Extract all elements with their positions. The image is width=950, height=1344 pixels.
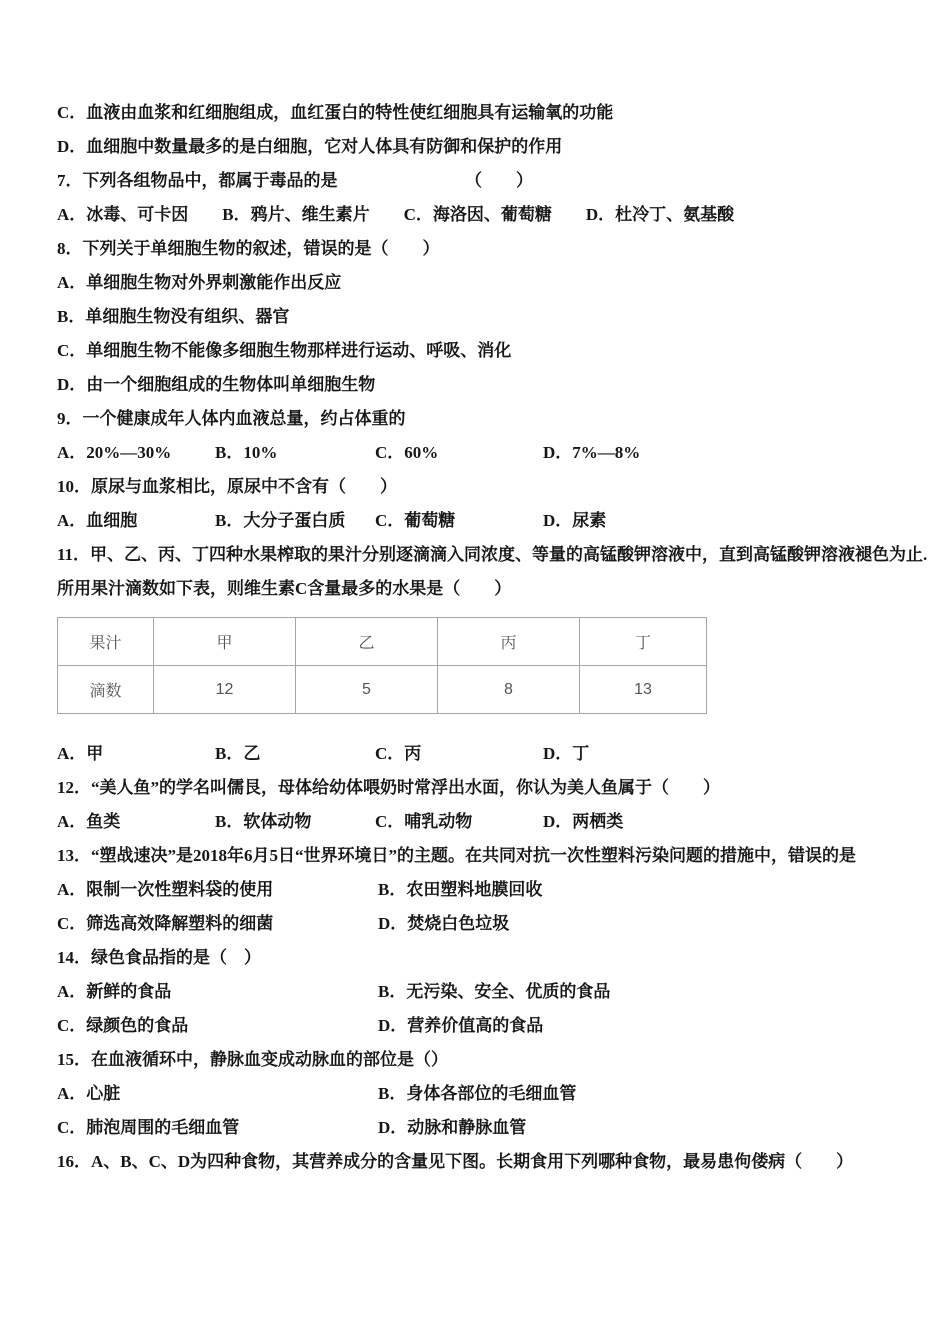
question-9-option-a: A．20%—30% xyxy=(57,443,172,462)
question-15-stem: 15．在血液循环中，静脉血变成动脉血的部位是（） xyxy=(57,1050,448,1069)
table-data-row xyxy=(58,666,707,714)
question-8-option-c: C．单细胞生物不能像多细胞生物那样进行运动、呼吸、消化 xyxy=(57,341,512,360)
question-13-option-c: C．筛选高效降解塑料的细菌 xyxy=(57,914,274,933)
question-10-option-c: C．葡萄糖 xyxy=(375,511,456,530)
question-12-option-c: C．哺乳动物 xyxy=(375,812,473,831)
question-16-stem: 16．A、B、C、D为四种食物，其营养成分的含量见下图。长期食用下列哪种食物，最易患佝偻病（ ） xyxy=(57,1152,854,1171)
question-9-option-b: B．10% xyxy=(215,443,278,462)
question-12-option-a: A．鱼类 xyxy=(57,812,121,831)
question-12-option-b: B．软体动物 xyxy=(215,812,312,831)
question-11-options xyxy=(57,737,932,771)
question-9-options xyxy=(57,436,932,470)
question-13-options-ab xyxy=(57,873,932,907)
question-14-option-a: A．新鲜的食品 xyxy=(57,982,172,1001)
table-cell-bing-drops: 8 xyxy=(438,666,580,714)
question-7-stem: 7．下列各组物品中，都属于毒品的是 （ ） xyxy=(57,171,533,190)
question-11-option-a: A．甲 xyxy=(57,744,104,763)
question-10-option-a: A．血细胞 xyxy=(57,511,138,530)
question-11-option-c: C．丙 xyxy=(375,744,422,763)
question-10-options xyxy=(57,504,932,538)
table-header-row xyxy=(58,618,707,666)
question-14-options-ab xyxy=(57,975,932,1009)
question-14-stem: 14．绿色食品指的是（ ） xyxy=(57,948,261,967)
question-11-stem-line-2: 所用果汁滴数如下表，则维生素C含量最多的水果是（ ） xyxy=(57,579,512,598)
question-12-options xyxy=(57,805,932,839)
table-header-ding: 丁 xyxy=(580,618,707,666)
question-11-option-b: B．乙 xyxy=(215,744,261,763)
question-11-stem-line-1: 11．甲、乙、丙、丁四种水果榨取的果汁分别逐滴滴入同浓度、等量的高锰酸钾溶液中，直到高锰酸钾溶液褪色为止. xyxy=(57,545,928,564)
question-15-options-cd xyxy=(57,1111,932,1145)
question-6-option-d: D．血细胞中数量最多的是白细胞，它对人体具有防御和保护的作用 xyxy=(57,137,563,156)
question-13-stem: 13．“塑战速决”是2018年6月5日“世界环境日”的主题。在共同对抗一次性塑料污染问题的措施中，错误的是 xyxy=(57,846,856,865)
table-cell-yi-drops: 5 xyxy=(296,666,438,714)
question-15-option-a: A．心脏 xyxy=(57,1084,121,1103)
question-13-option-a: A．限制一次性塑料袋的使用 xyxy=(57,880,274,899)
question-8-option-a: A．单细胞生物对外界刺激能作出反应 xyxy=(57,273,342,292)
question-15-option-b: B．身体各部位的毛细血管 xyxy=(378,1084,577,1103)
table-cell-drops-label: 滴数 xyxy=(58,666,154,714)
question-13-options-cd xyxy=(57,907,932,941)
table-header-juice: 果汁 xyxy=(58,618,154,666)
question-10-option-b: B．大分子蛋白质 xyxy=(215,511,346,530)
table-cell-jia-drops: 12 xyxy=(154,666,296,714)
question-10-option-d: D．尿素 xyxy=(543,511,607,530)
juice-drops-table xyxy=(57,617,707,714)
question-7-options: A．冰毒、可卡因 B．鸦片、维生素片 C．海洛因、葡萄糖 D．杜冷丁、氨基酸 xyxy=(57,205,735,224)
question-14-options-cd xyxy=(57,1009,932,1043)
question-15-option-d: D．动脉和静脉血管 xyxy=(378,1118,527,1137)
question-8-option-d: D．由一个细胞组成的生物体叫单细胞生物 xyxy=(57,375,376,394)
question-6-option-c: C．血液由血浆和红细胞组成，血红蛋白的特性使红细胞具有运输氧的功能 xyxy=(57,103,614,122)
question-8-stem: 8．下列关于单细胞生物的叙述，错误的是（ ） xyxy=(57,239,440,258)
question-12-option-d: D．两栖类 xyxy=(543,812,624,831)
question-15-options-ab xyxy=(57,1077,932,1111)
question-15-option-c: C．肺泡周围的毛细血管 xyxy=(57,1118,240,1137)
question-14-option-b: B．无污染、安全、优质的食品 xyxy=(378,982,611,1001)
question-13-option-b: B．农田塑料地膜回收 xyxy=(378,880,543,899)
table-header-jia: 甲 xyxy=(154,618,296,666)
table-cell-ding-drops: 13 xyxy=(580,666,707,714)
question-8-option-b: B．单细胞生物没有组织、器官 xyxy=(57,307,290,326)
question-11-option-d: D．丁 xyxy=(543,744,590,763)
question-10-stem: 10．原尿与血浆相比，原尿中不含有（ ） xyxy=(57,477,397,496)
question-9-stem: 9．一个健康成年人体内血液总量，约占体重的 xyxy=(57,409,406,428)
question-9-option-d: D．7%—8% xyxy=(543,443,641,462)
question-14-option-d: D．营养价值高的食品 xyxy=(378,1016,544,1035)
table-header-yi: 乙 xyxy=(296,618,438,666)
question-14-option-c: C．绿颜色的食品 xyxy=(57,1016,189,1035)
question-13-option-d: D．焚烧白色垃圾 xyxy=(378,914,510,933)
question-9-option-c: C．60% xyxy=(375,443,439,462)
question-12-stem: 12．“美人鱼”的学名叫儒艮，母体给幼体喂奶时常浮出水面，你认为美人鱼属于（ ） xyxy=(57,778,720,797)
table-header-bing: 丙 xyxy=(438,618,580,666)
